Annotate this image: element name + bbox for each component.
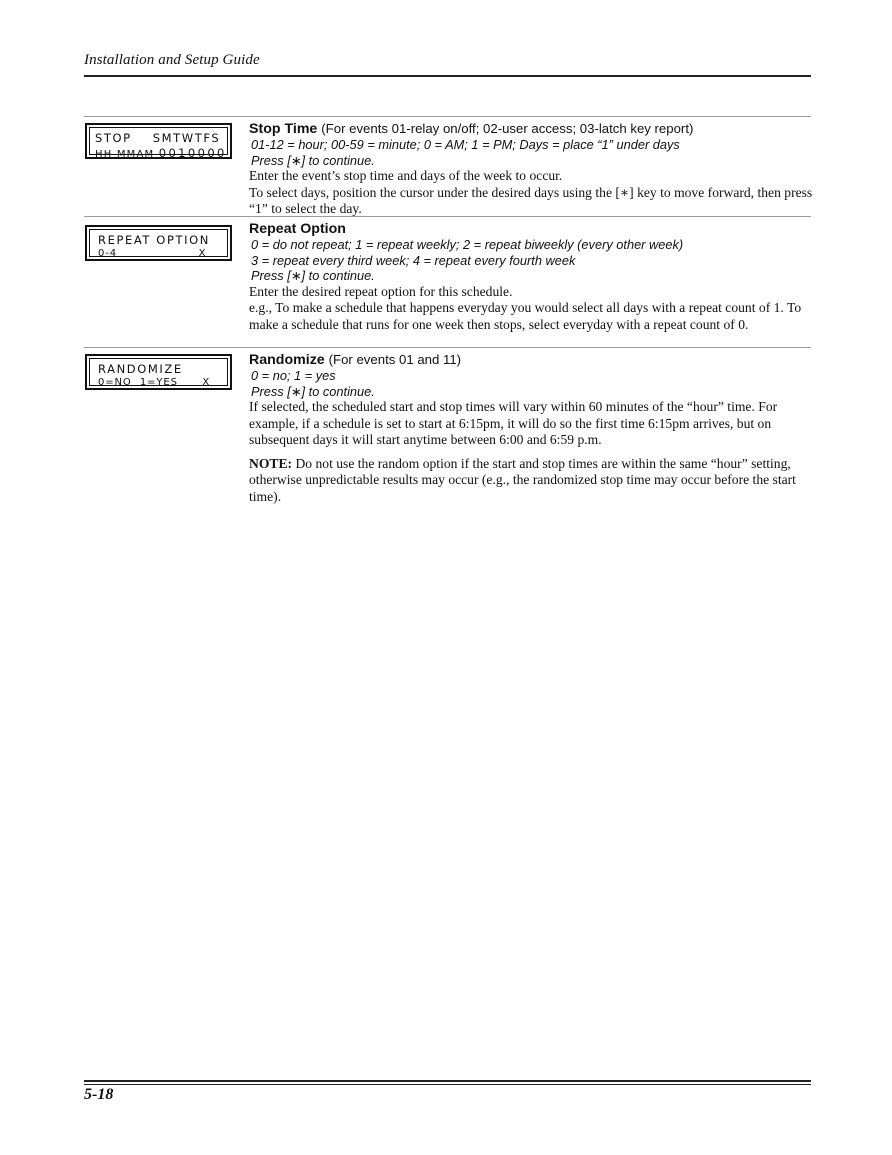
section-divider	[84, 216, 811, 217]
lcd-display-stop	[85, 123, 232, 159]
option-line: 3 = repeat every third week; 4 = repeat every fourth week	[251, 252, 576, 268]
lcd-line-2: 0-4 X	[98, 248, 207, 259]
option-line: 0 = do not repeat; 1 = repeat weekly; 2 = repeat biweekly (every other week)	[251, 237, 684, 252]
footer-rule-thin	[84, 1084, 811, 1085]
lcd-display-repeat	[85, 225, 232, 261]
section-heading	[249, 352, 814, 368]
lcd-inner	[89, 229, 228, 257]
heading-note: (For events 01-relay on/off; 02-user access; 03-latch key report)	[321, 121, 694, 136]
lcd-line-2: 0=NO 1=YES X	[98, 377, 211, 388]
lcd-inner	[89, 127, 228, 160]
section-heading	[249, 121, 814, 137]
lcd-line-1: REPEAT OPTION	[98, 233, 210, 247]
continue-instruction: Press [∗] to continue.	[251, 268, 375, 284]
section-content	[249, 121, 814, 218]
option-line: 0 = no; 1 = yes	[251, 368, 336, 383]
lcd-line-2-label: HH MMAM	[95, 149, 155, 160]
body-paragraph: Enter the event’s stop time and days of the week to occur.	[249, 168, 563, 184]
heading-title: Stop Time	[249, 121, 318, 137]
lcd-line-2-value: 0010000	[158, 146, 227, 160]
footer-rule	[84, 1080, 811, 1082]
continue-instruction: Press [∗] to continue.	[251, 383, 375, 399]
section-content	[249, 352, 814, 505]
continue-instruction: Press [∗] to continue.	[251, 152, 375, 168]
section-content	[249, 221, 814, 333]
section-heading	[249, 221, 814, 237]
note-paragraph	[249, 456, 814, 506]
note-text: Do not use the random option if the start and stop times are within the same “hour” setting, otherwise unpredictable results may occur (e.g., the randomized stop time may occur before the start time).	[249, 455, 796, 504]
lcd-inner	[89, 358, 228, 386]
lcd-display-randomize	[85, 354, 232, 390]
heading-title: Randomize	[249, 352, 325, 368]
body-paragraph: To select days, position the cursor under the desired days using the [∗] key to move forward, then press “1” to select the day.	[249, 184, 813, 217]
body-paragraph: Enter the desired repeat option for this schedule.	[249, 283, 513, 299]
header-rule	[84, 75, 811, 77]
lcd-line-1: RANDOMIZE	[98, 362, 183, 376]
section-divider	[84, 347, 811, 348]
section-divider	[84, 116, 811, 117]
page-number: 5-18	[84, 1086, 114, 1103]
body-paragraph: If selected, the scheduled start and stop times will vary within 60 minutes of the “hour” time. For example, if a schedule is set to start at 6:15pm, it will do so the first time 6:15pm arrives, but on subsequent days it will start anytime between 6:00 and 6:59 p.m.	[249, 399, 778, 448]
heading-note: (For events 01 and 11)	[328, 352, 462, 367]
option-line: 01-12 = hour; 00-59 = minute; 0 = AM; 1 = PM; Days = place “1” under days	[251, 137, 680, 152]
lcd-line-2	[95, 146, 227, 160]
note-label: NOTE:	[249, 455, 293, 471]
body-paragraph: e.g., To make a schedule that happens everyday you would select all days with a repeat count of 1. To make a schedule that runs for one week then stops, select everyday with a repeat count of 0.	[249, 300, 802, 332]
lcd-line-1: STOP SMTWTFS	[95, 131, 221, 145]
heading-title: Repeat Option	[249, 221, 346, 237]
page-header-title: Installation and Setup Guide	[84, 52, 260, 68]
